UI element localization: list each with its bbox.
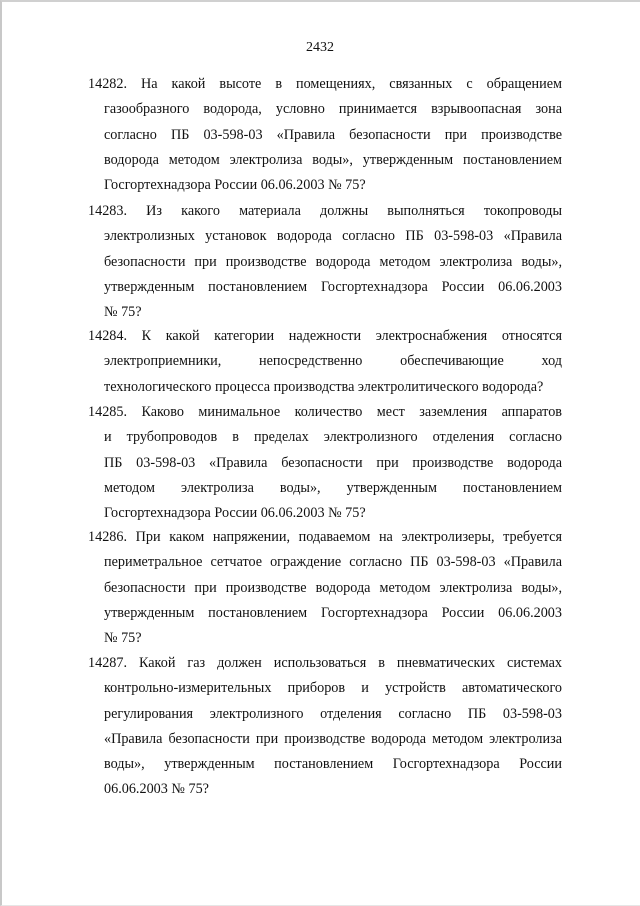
question-line: 14285. Каково минимальное количество мест заземления аппаратов <box>88 400 562 425</box>
question-line: воды», утвержденным постановлением Госгортехнадзора России <box>104 756 562 773</box>
question-14286 <box>88 525 562 651</box>
question-line: контрольно-измерительных приборов и устройств автоматического <box>104 680 562 697</box>
question-line: утвержденным постановлением Госгортехнадзора России 06.06.2003 <box>104 604 562 621</box>
question-line: технологического процесса производства электролитического водорода? <box>104 378 544 395</box>
question-line: безопасности при производстве водорода методом электролиза воды», <box>104 253 562 270</box>
question-line: безопасности при производстве водорода методом электролиза воды», <box>104 579 562 596</box>
question-line: электроприемники, непосредственно обеспечивающие ход <box>104 353 562 370</box>
question-line: Госгортехнадзора России 06.06.2003 № 75? <box>104 177 366 194</box>
question-number: 14282. <box>88 76 128 92</box>
question-number: 14284. <box>88 328 128 344</box>
question-line: 14282. На какой высоте в помещениях, связанных с обращением <box>88 72 562 97</box>
question-14283 <box>88 199 562 325</box>
question-line: 14287. Какой газ должен использоваться в пневматических системах <box>88 651 562 676</box>
question-number: 14283. <box>88 203 128 219</box>
question-line: и трубопроводов в пределах электролизного отделения согласно <box>104 429 562 446</box>
question-number: 14287. <box>88 655 128 671</box>
question-line: газообразного водорода, условно принимается взрывоопасная зона <box>104 101 562 118</box>
question-line: ПБ 03-598-03 «Правила безопасности при производстве водорода <box>104 454 562 471</box>
question-14287 <box>88 651 562 803</box>
question-line: водорода методом электролиза воды», утвержденным постановлением <box>104 151 562 168</box>
question-line: 14283. Из какого материала должны выполняться токопроводы <box>88 199 562 224</box>
question-14285 <box>88 400 562 526</box>
question-number: 14285. <box>88 404 128 420</box>
question-line: № 75? <box>104 304 142 321</box>
question-line: методом электролиза воды», утвержденным постановлением <box>104 479 562 496</box>
question-line: периметральное сетчатое ограждение согласно ПБ 03-598-03 «Правила <box>104 554 562 571</box>
question-line: утвержденным постановлением Госгортехнадзора России 06.06.2003 <box>104 278 562 295</box>
question-line: 06.06.2003 № 75? <box>104 781 209 798</box>
question-line: 14284. К какой категории надежности электроснабжения относятся <box>88 324 562 349</box>
page-number: 2432 <box>306 40 334 55</box>
question-number: 14286. <box>88 529 128 545</box>
question-line: электролизных установок водорода согласно ПБ 03-598-03 «Правила <box>104 228 562 245</box>
question-line: Госгортехнадзора России 06.06.2003 № 75? <box>104 505 366 522</box>
question-14282 <box>88 72 562 198</box>
question-14284 <box>88 324 562 400</box>
question-line: регулирования электролизного отделения согласно ПБ 03-598-03 <box>104 705 562 722</box>
question-line: согласно ПБ 03-598-03 «Правила безопасности при производстве <box>104 126 562 143</box>
question-line: № 75? <box>104 630 142 647</box>
question-line: 14286. При каком напряжении, подаваемом на электролизеры, требуется <box>88 525 562 550</box>
question-line: «Правила безопасности при производстве водорода методом электролиза <box>104 730 562 747</box>
